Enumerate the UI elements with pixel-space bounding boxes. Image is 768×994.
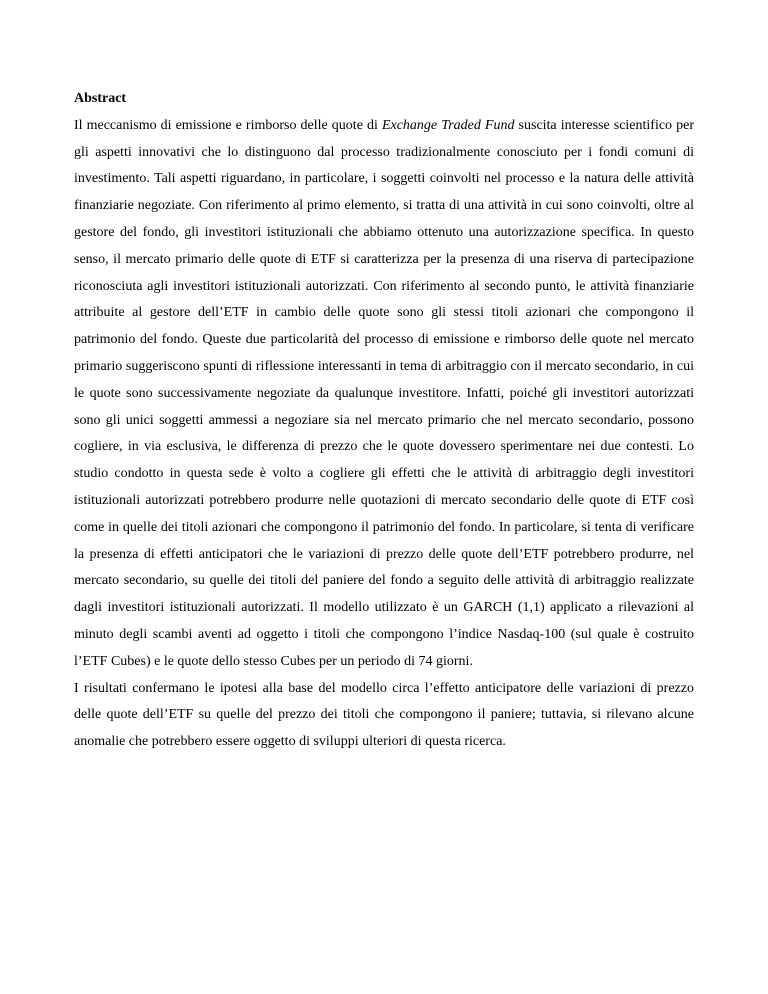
abstract-paragraph-1 xyxy=(74,113,694,676)
abstract-paragraph-2: I risultati confermano le ipotesi alla base del modello circa l’effetto anticipatore delle variazioni di prezzo delle quote dell’ETF su quelle del prezzo dei titoli che compongono il paniere; tuttavia, si rilevano alcune anomalie che potrebbero essere oggetto di sviluppi ulteriori di questa ricerca. xyxy=(74,680,694,750)
document-page xyxy=(74,86,694,756)
abstract-heading: Abstract xyxy=(74,91,127,106)
abstract-p1-italic-term: Exchange Traded Fund xyxy=(381,117,515,133)
abstract-p1-start: Il meccanismo di emissione e rimborso delle quote di xyxy=(74,117,382,133)
abstract-p1-rest: suscita interesse scientifico per gli aspetti innovativi che lo distinguono dal processo tradizionalmente conosciuto per i fondi comuni di investimento. Tali aspetti riguardano, in particolare, i soggetti coinvolti nel processo e la natura delle attività finanziarie negoziate. Con riferimento al primo elemento, si tratta di una attività in cui sono coinvolti, oltre al gestore del fondo, gli investitori istituzionali che abbiamo ottenuto una autorizzazione specifica. In questo senso, il mercato primario delle quote di ETF si caratterizza per la presenza di una riserva di partecipazione riconosciuta agli investitori istituzionali autorizzati. Con riferimento al secondo punto, le attività finanziarie attribuite al gestore dell’ETF in cambio delle quote sono gli stessi titoli azionari che compongono il patrimonio del fondo. Queste due particolarità del processo di emissione e rimborso delle quote nel mercato primario suggeriscono spunti di riflessione interessanti in tema di arbitraggio con il mercato secondario, in cui le quote sono successivamente negoziate da qualunque investitore. Infatti, poiché gli investitori autorizzati sono gli unici soggetti ammessi a negoziare sia nel mercato primario che nel mercato secondario, possono cogliere, in via esclusiva, le differenza di prezzo che le quote dovessero sperimentare nei due contesti. Lo studio condotto in questa sede è volto a cogliere gli effetti che le attività di arbitraggio degli investitori istituzionali autorizzati potrebbero produrre nelle quotazioni di mercato secondario delle quote di ETF così come in quelle dei titoli azionari che compongono il patrimonio del fondo. In particolare, si tenta di verificare la presenza di effetti anticipatori che le variazioni di prezzo delle quote dell’ETF potrebbero produrre, nel mercato secondario, su quelle dei titoli del paniere del fondo a seguito delle attività di arbitraggio realizzate dagli investitori istituzionali autorizzati. Il modello utilizzato è un GARCH (1,1) applicato a rilevazioni al minuto degli scambi aventi ad oggetto i titoli che compongono l’indice Nasdaq-100 (sul quale è costruito l’ETF Cubes) e le quote dello stesso Cubes per un periodo di 74 giorni. xyxy=(74,117,694,669)
